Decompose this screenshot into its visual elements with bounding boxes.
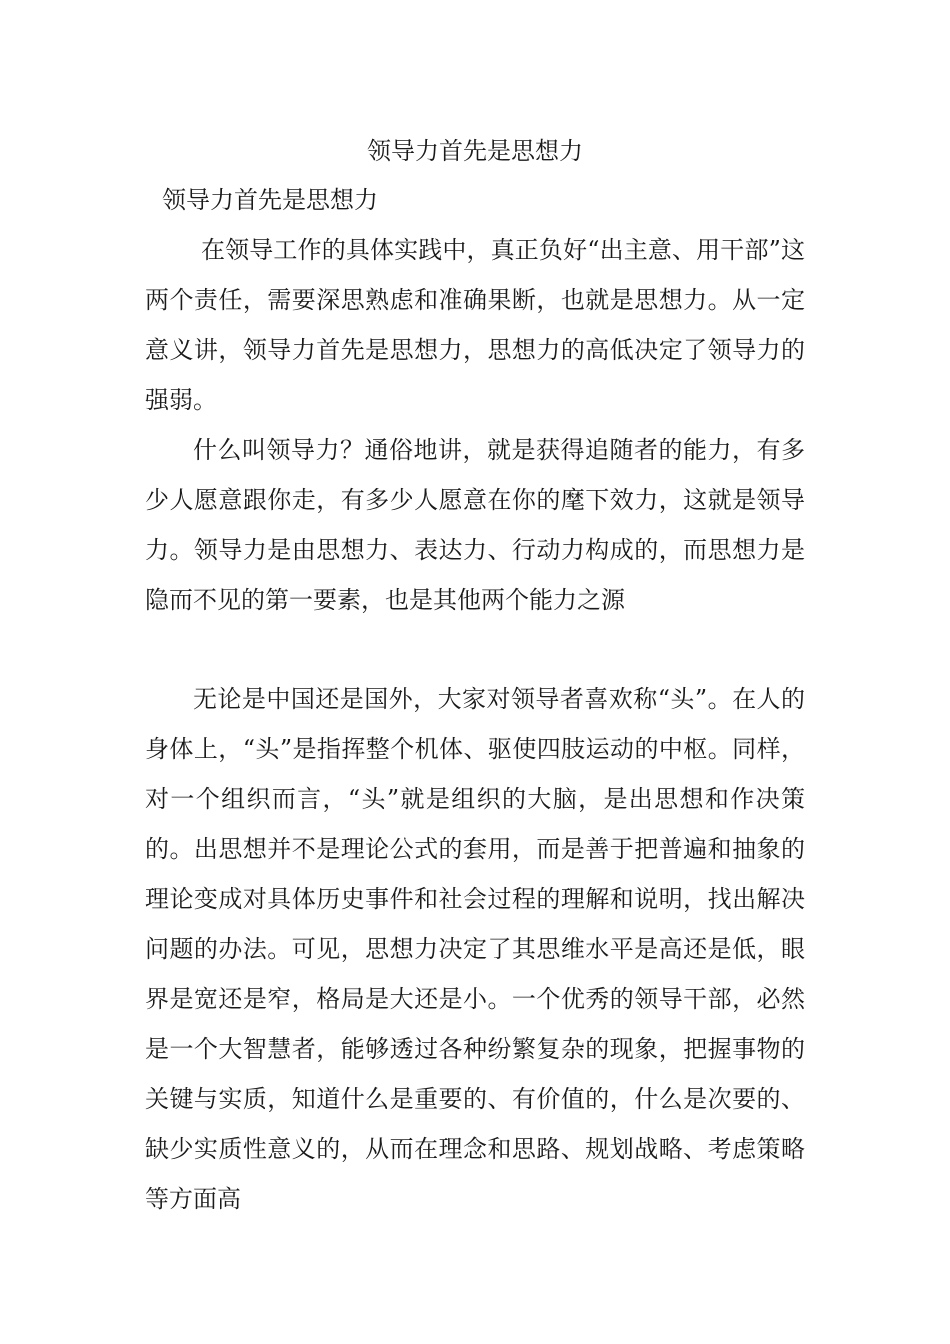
paragraph: 在领导工作的具体实践中，真正负好“出主意、用干部”这两个责任，需要深思熟虑和准确果断，也就是思想力。从一定意义讲，领导力首先是思想力，思想力的高低决定了领导力的强弱。 [145,236,805,414]
paragraph: 无论是中国还是国外，大家对领导者喜欢称“头”。在人的身体上，“头”是指挥整个机体、驱使四肢运动的中枢。同样，对一个组织而言，“头”就是组织的大脑，是出思想和作决策的。出思想并不是理论公式的套用，而是善于把普遍和抽象的理论变成对具体历史事件和社会过程的理解和说明，找出解决问题的办法。可见，思想力决定了其思维水平是高还是低，眼界是宽还是窄，格局是大还是小。一个优秀的领导干部，必然是一个大智慧者，能够透过各种纷繁复杂的现象，把握事物的关键与实质，知道什么是重要的、有价值的，什么是次要的、缺少实质性意义的，从而在理念和思路、规划战略、考虑策略等方面高 [145,685,805,1213]
document-subtitle: 领导力首先是思想力 [162,186,378,214]
paragraph: 什么叫领导力？通俗地讲，就是获得追随者的能力，有多少人愿意跟你走，有多少人愿意在你的麾下效力，这就是领导力。领导力是由思想力、表达力、行动力构成的，而思想力是隐而不见的第一要素，也是其他两个能力之源 [145,436,805,614]
document-title: 领导力首先是思想力 [367,137,583,165]
